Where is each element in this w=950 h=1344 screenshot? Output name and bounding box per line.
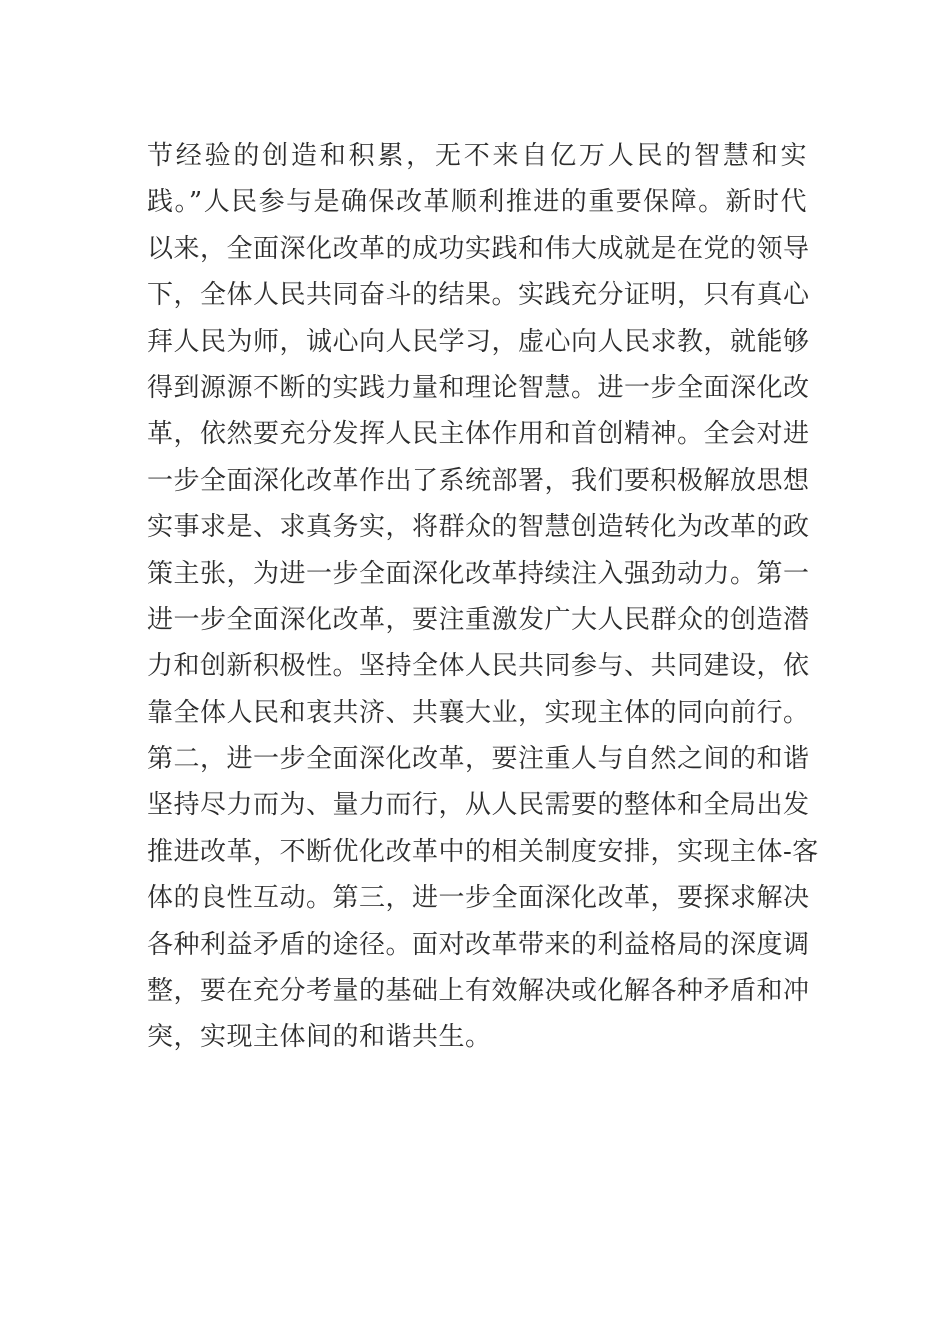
text-line-1: 节经验的创造和积累，无不来自亿万人民的智慧和实 — [147, 141, 807, 171]
text-line-8: 一步全面深化改革作出了系统部署，我们要积极解放思想 — [147, 465, 810, 496]
text-line-18: 各种利益矛盾的途径。面对改革带来的利益格局的深度调 — [147, 929, 810, 960]
text-line-7: 革，依然要充分发挥人民主体作用和首创精神。全会对进 — [147, 419, 810, 450]
text-line-13: 靠全体人民和衷共济、共襄大业，实现主体的同向前行。 — [147, 697, 810, 728]
text-line-5: 拜人民为师，诚心向人民学习，虚心向人民求教，就能够 — [147, 326, 810, 357]
text-line-9: 实事求是、求真务实，将群众的智慧创造转化为改革的政 — [147, 512, 810, 543]
text-line-14: 第二，进一步全面深化改革，要注重人与自然之间的和谐 — [147, 744, 810, 775]
text-line-10: 策主张，为进一步全面深化改革持续注入强劲动力。第一 — [147, 558, 810, 589]
text-line-12: 力和创新积极性。坚持全体人民共同参与、共同建设，依 — [147, 651, 810, 682]
text-line-15: 坚持尽力而为、量力而行，从人民需要的整体和全局出发 — [147, 790, 810, 821]
text-line-6: 得到源源不断的实践力量和理论智慧。进一步全面深化改 — [147, 372, 810, 403]
text-line-20: 突，实现主体间的和谐共生。 — [147, 1022, 492, 1053]
body-paragraph — [147, 133, 819, 1061]
text-line-4: 下，全体人民共同奋斗的结果。实践充分证明，只有真心 — [147, 280, 810, 311]
text-line-11: 进一步全面深化改革，要注重激发广大人民群众的创造潜 — [147, 604, 810, 635]
text-line-19: 整，要在充分考量的基础上有效解决或化解各种矛盾和冲 — [147, 976, 810, 1007]
text-line-17: 体的良性互动。第三，进一步全面深化改革，要探求解决 — [147, 883, 810, 914]
text-line-2: 践。”人民参与是确保改革顺利推进的重要保障。新时代 — [147, 187, 807, 218]
text-line-3: 以来，全面深化改革的成功实践和伟大成就是在党的领导 — [147, 233, 810, 264]
text-line-16: 推进改革，不断优化改革中的相关制度安排，实现主体-客 — [147, 836, 819, 867]
